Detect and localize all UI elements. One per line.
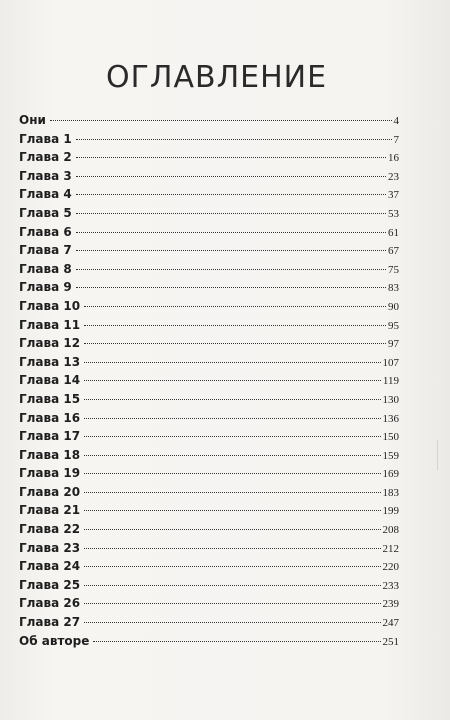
dot-leader xyxy=(76,269,386,270)
toc-entry-page-number: 136 xyxy=(382,412,399,425)
toc-entry-label: Глава 11 xyxy=(19,317,81,332)
toc-entry-page-number: 208 xyxy=(382,524,399,537)
toc-entry-label: Глава 1 xyxy=(19,131,72,146)
toc-entry xyxy=(19,615,399,634)
dot-leader xyxy=(76,157,386,158)
dot-leader xyxy=(84,473,380,474)
toc-entry-label: Глава 13 xyxy=(19,354,81,369)
toc-entry xyxy=(19,485,399,504)
page-title: ОГЛАВЛЕНИЕ xyxy=(106,60,328,95)
toc-entry xyxy=(19,503,399,522)
dot-leader xyxy=(84,455,380,456)
toc-entry-label: Глава 6 xyxy=(19,224,72,239)
toc-entry xyxy=(19,411,399,430)
toc-entry-page-number: 233 xyxy=(382,579,399,592)
toc-entry-page-number: 53 xyxy=(388,207,399,220)
toc-entry xyxy=(19,559,399,578)
dot-leader xyxy=(84,380,381,381)
toc-entry xyxy=(19,448,399,467)
toc-entry-page-number: 239 xyxy=(382,598,399,611)
toc-entry xyxy=(19,596,399,615)
dot-leader xyxy=(50,120,392,121)
toc-entry xyxy=(19,262,399,281)
toc-entry-label: Глава 4 xyxy=(19,187,72,202)
toc-entry-label: Глава 27 xyxy=(19,615,81,630)
toc-entry-page-number: 150 xyxy=(382,431,399,444)
toc-entry-label: Глава 5 xyxy=(19,205,72,220)
toc-entry xyxy=(19,243,399,262)
toc-entry xyxy=(19,578,399,597)
toc-entry xyxy=(19,522,399,541)
dot-leader xyxy=(84,399,380,400)
toc-entry-label: Глава 23 xyxy=(19,540,81,555)
toc-entry-label: Глава 8 xyxy=(19,261,72,276)
table-of-contents xyxy=(19,113,399,652)
toc-entry-label: Глава 20 xyxy=(19,484,81,499)
toc-entry-label: Глава 7 xyxy=(19,243,72,258)
toc-entry xyxy=(19,132,399,151)
toc-entry-label: Глава 9 xyxy=(19,280,72,295)
dot-leader xyxy=(84,585,380,586)
toc-entry-label: Они xyxy=(19,113,46,127)
toc-entry xyxy=(19,336,399,355)
toc-entry xyxy=(19,466,399,485)
toc-entry xyxy=(19,373,399,392)
toc-entry xyxy=(19,225,399,244)
toc-entry-label: Глава 10 xyxy=(19,298,81,313)
toc-entry xyxy=(19,429,399,448)
toc-entry xyxy=(19,318,399,337)
toc-entry-label: Глава 17 xyxy=(19,429,81,444)
toc-entry xyxy=(19,113,399,132)
toc-entry-page-number: 130 xyxy=(382,393,399,406)
toc-entry xyxy=(19,355,399,374)
toc-entry-page-number: 107 xyxy=(382,356,399,369)
toc-entry-label: Глава 15 xyxy=(19,391,81,406)
toc-entry-page-number: 251 xyxy=(382,635,399,648)
dot-leader xyxy=(93,641,380,642)
toc-entry-label: Глава 16 xyxy=(19,410,81,425)
toc-entry xyxy=(19,280,399,299)
toc-entry-page-number: 97 xyxy=(388,338,399,351)
dot-leader xyxy=(76,213,386,214)
dot-leader xyxy=(76,232,386,233)
toc-entry-page-number: 83 xyxy=(388,282,399,295)
toc-entry-page-number: 169 xyxy=(382,468,399,481)
dot-leader xyxy=(84,622,380,623)
toc-entry-label: Глава 24 xyxy=(19,559,81,574)
dot-leader xyxy=(84,362,380,363)
toc-entry-page-number: 4 xyxy=(393,115,399,127)
dot-leader xyxy=(76,176,386,177)
toc-entry-page-number: 23 xyxy=(388,170,399,183)
dot-leader xyxy=(84,492,380,493)
dot-leader xyxy=(84,325,386,326)
toc-entry-page-number: 67 xyxy=(388,245,399,258)
dot-leader xyxy=(76,287,386,288)
toc-entry-page-number: 90 xyxy=(388,300,399,313)
dot-leader xyxy=(84,529,380,530)
dot-leader xyxy=(76,250,386,251)
toc-entry-label: Глава 14 xyxy=(19,373,81,388)
dot-leader xyxy=(84,603,380,604)
toc-entry-label: Глава 2 xyxy=(19,150,72,165)
dot-leader xyxy=(76,194,386,195)
toc-entry-label: Об авторе xyxy=(19,633,90,648)
toc-entry-label: Глава 18 xyxy=(19,447,81,462)
toc-entry-page-number: 16 xyxy=(388,152,399,165)
toc-entry-label: Глава 25 xyxy=(19,577,81,592)
toc-entry-page-number: 159 xyxy=(382,449,399,462)
toc-entry-page-number: 220 xyxy=(382,561,399,574)
dot-leader xyxy=(76,139,392,140)
toc-entry-label: Глава 12 xyxy=(19,336,81,351)
toc-entry-page-number: 119 xyxy=(382,375,399,388)
dot-leader xyxy=(84,418,380,419)
toc-entry xyxy=(19,169,399,188)
toc-entry-page-number: 61 xyxy=(388,226,399,239)
dot-leader xyxy=(84,566,380,567)
toc-entry-page-number: 75 xyxy=(388,263,399,276)
toc-entry-page-number: 95 xyxy=(388,319,399,332)
dot-leader xyxy=(84,436,380,437)
toc-entry xyxy=(19,392,399,411)
toc-entry-page-number: 199 xyxy=(382,505,399,518)
toc-entry xyxy=(19,299,399,318)
toc-entry-label: Глава 19 xyxy=(19,466,81,481)
toc-entry xyxy=(19,187,399,206)
dot-leader xyxy=(84,548,380,549)
page-edge-mark xyxy=(437,440,438,470)
toc-entry-label: Глава 26 xyxy=(19,596,81,611)
toc-entry xyxy=(19,150,399,169)
toc-entry xyxy=(19,206,399,225)
toc-entry-label: Глава 22 xyxy=(19,522,81,537)
toc-entry-page-number: 247 xyxy=(382,617,399,630)
toc-entry-page-number: 212 xyxy=(382,542,399,555)
toc-entry-page-number: 183 xyxy=(382,486,399,499)
toc-entry xyxy=(19,541,399,560)
dot-leader xyxy=(84,510,380,511)
dot-leader xyxy=(84,343,386,344)
toc-entry-page-number: 7 xyxy=(393,133,399,146)
toc-entry-label: Глава 3 xyxy=(19,168,72,183)
toc-entry-page-number: 37 xyxy=(388,189,399,202)
toc-entry xyxy=(19,634,399,653)
toc-entry-label: Глава 21 xyxy=(19,503,81,518)
dot-leader xyxy=(84,306,386,307)
